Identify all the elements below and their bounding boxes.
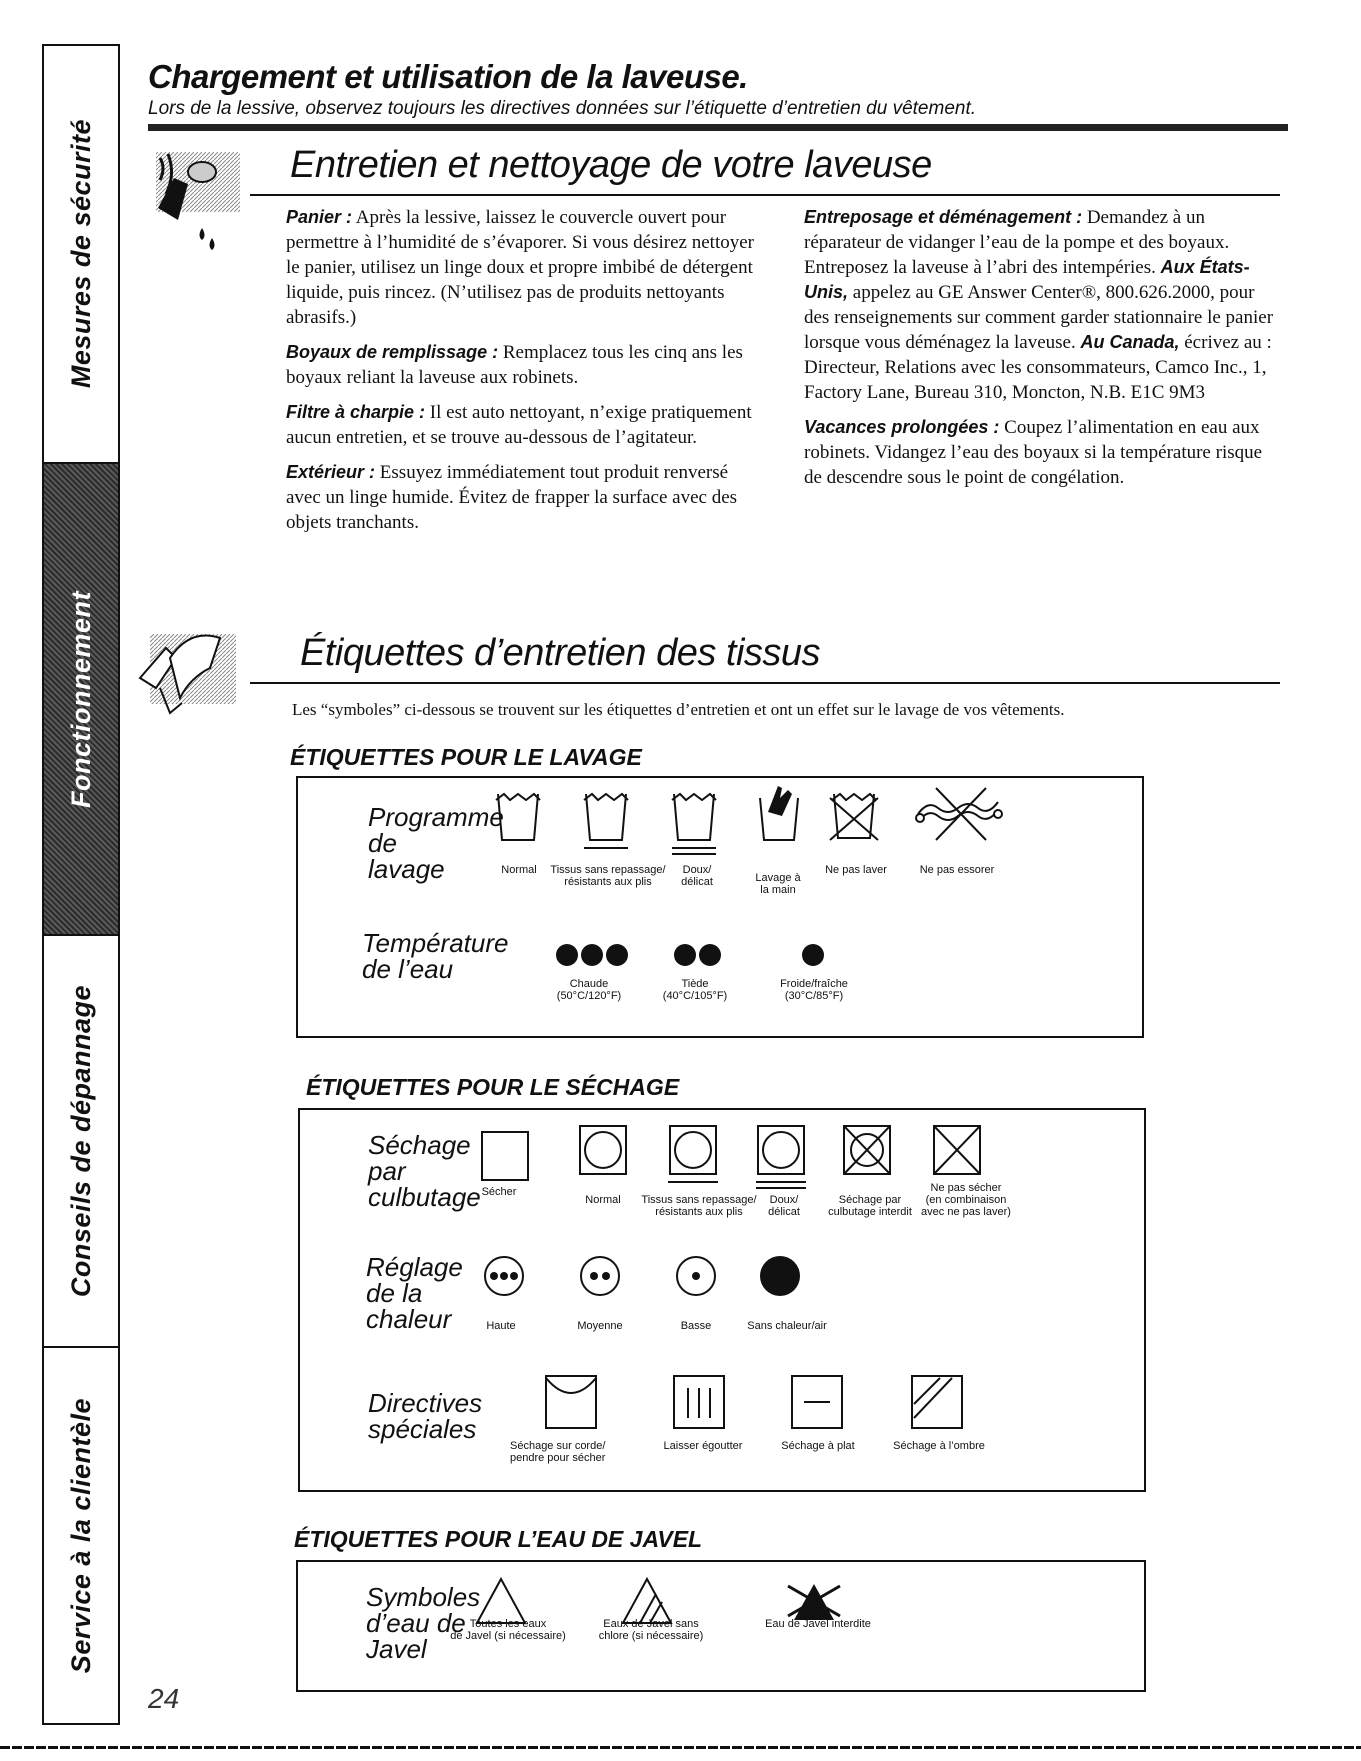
tumble-caption-forbidden: Séchage par culbutage interdit [828, 1194, 912, 1218]
temp-caption-cold: Froide/fraîche (30°C/85°F) [780, 978, 848, 1002]
lint-filter-text: Il est auto nettoyant, n’exige pratiquement aucun entretien, et se trouve au-dessous de l’agitateur. [286, 402, 752, 448]
storage-text: Demandez à un réparateur de vidanger l’eau de la pompe et des boyaux. Entreposez la laveuse à l’abri des intempéries. [804, 207, 1230, 278]
special-caption-drip-dry: Laisser égoutter [663, 1440, 743, 1452]
bleach-caption-non-chlorine: Eaux de Javel sans chlore (si nécessaire) [598, 1618, 704, 1642]
bleach-caption-any: Toutes les eaux de Javel (si nécessaire) [450, 1618, 566, 1642]
labels-intro: Les “symboles” ci-dessous se trouvent sur les étiquettes d’entretien et ont un effet sur le lavage de vos vêtements. [292, 700, 1065, 719]
tumble-caption-permanent-press: Tissus sans repassage/ résistants aux plis [641, 1194, 757, 1218]
heat-high-icon [482, 1254, 526, 1298]
tumble-caption-dry: Sécher [481, 1186, 517, 1198]
dry-delicate-icon [756, 1124, 806, 1192]
heat-caption-low: Basse [680, 1320, 712, 1332]
cycle-caption-do-not-wash: Ne pas laver [825, 864, 887, 876]
heat-setting-label: Réglage de la chaleur [366, 1252, 463, 1334]
care-section-title: Entretien et nettoyage de votre laveuse [290, 144, 932, 186]
us-text: appelez au GE Answer Center®, 800.626.2000, pour des renseignements sur comment garder stationnaire le panier lorsque vous déménagez la laveuse. [804, 282, 1274, 353]
temp-warm-dots [674, 944, 724, 971]
header-rule [148, 124, 1288, 131]
no-heat-icon [758, 1254, 802, 1298]
tab-troubleshooting[interactable] [44, 936, 118, 1348]
tab-safety[interactable] [44, 46, 118, 464]
tab-safety-label: Mesures de sécurité [65, 119, 96, 389]
labels-section-title: Étiquettes d’entretien des tissus [300, 632, 821, 674]
do-not-dry-icon [932, 1124, 982, 1176]
bleach-heading: ÉTIQUETTES POUR L’EAU DE JAVEL [294, 1526, 703, 1552]
drying-heading: ÉTIQUETTES POUR LE SÉCHAGE [306, 1074, 680, 1100]
lint-filter-paragraph [286, 400, 766, 450]
hoses-label: Boyaux de remplissage : [286, 342, 499, 362]
dry-normal-icon [578, 1124, 628, 1176]
tumble-caption-delicate: Doux/ délicat [768, 1194, 800, 1218]
do-not-wring-icon [914, 786, 1004, 842]
bleach-caption-forbidden: Eau de Javel interdite [765, 1618, 871, 1630]
page-number: 24 [148, 1683, 180, 1714]
special-caption-dry-flat: Séchage à plat [781, 1440, 855, 1452]
storage-label: Entreposage et déménagement : [804, 207, 1083, 227]
wash-permanent-press-icon [582, 792, 630, 858]
tab-customer-service[interactable] [44, 1348, 118, 1723]
storage-paragraph [804, 205, 1284, 405]
drying-box [298, 1108, 1146, 1492]
canada-text: écrivez au : Directeur, Relations avec les consommateurs, Camco Inc., 1, Factory Lane, Bureau 310, Moncton, N.B. E1C 9M3 [804, 332, 1272, 403]
basket-label: Panier : [286, 207, 353, 227]
canada-label: Au Canada, [1080, 332, 1180, 352]
wash-delicate-icon [670, 792, 718, 858]
heat-caption-none: Sans chaleur/air [747, 1320, 827, 1332]
page-subtitle: Lors de la lessive, observez toujours les directives données sur l’étiquette d’entretien du vêtement. [148, 98, 977, 119]
cycle-caption-hand-wash: Lavage à la main [755, 872, 801, 896]
bleach-box [296, 1560, 1146, 1692]
do-not-wash-icon [828, 792, 880, 844]
water-temp-label: Température de l’eau [362, 928, 509, 984]
dot [802, 944, 824, 966]
special-instructions-label: Directives spéciales [368, 1388, 483, 1444]
tab-operation[interactable] [44, 464, 118, 936]
drip-dry-icon [672, 1374, 726, 1430]
cycle-caption-do-not-wring: Ne pas essorer [919, 864, 995, 876]
clothing-label-icon [130, 618, 250, 728]
washing-heading: ÉTIQUETTES POUR LE LAVAGE [290, 744, 642, 770]
lint-filter-label: Filtre à charpie : [286, 402, 426, 422]
page-title: Chargement et utilisation de la laveuse. [148, 58, 748, 95]
washer-cleaning-icon [150, 148, 246, 264]
care-left-column [286, 205, 766, 535]
temp-cold-dots [802, 944, 827, 971]
tumble-caption-normal: Normal [585, 1194, 621, 1206]
exterior-paragraph [286, 460, 766, 535]
tab-troubleshooting-label: Conseils de dépannage [65, 984, 96, 1298]
tab-operation-label: Fonctionnement [65, 590, 96, 808]
dot [581, 944, 603, 966]
cycle-caption-normal: Normal [501, 864, 537, 876]
temp-caption-warm: Tiède (40°C/105°F) [662, 978, 728, 1002]
labels-section-rule [250, 682, 1280, 684]
cycle-caption-permanent-press: Tissus sans repassage/ résistants aux plis [550, 864, 666, 888]
dry-permanent-press-icon [668, 1124, 718, 1186]
tumble-dry-label: Séchage par culbutage [368, 1130, 481, 1212]
line-dry-icon [544, 1374, 598, 1430]
dot [606, 944, 628, 966]
care-section-rule [250, 194, 1280, 196]
washing-box [296, 776, 1144, 1038]
exterior-text: Essuyez immédiatement tout produit renversé avec un linge humide. Évitez de frapper la surface avec des objets tranchants. [286, 462, 738, 533]
care-right-column [804, 205, 1284, 490]
basket-text: Après la lessive, laissez le couvercle ouvert pour permettre à l’humidité de s’évaporer. Si vous désirez nettoyer le panier, utilisez un linge doux et propre imbibé de détergent liquide, puis rincez. (N’utilisez pas de produits nettoyants abrasifs.) [286, 207, 754, 328]
bottom-rule [0, 1746, 1361, 1749]
vacation-text: Coupez l’alimentation en eau aux robinets. Vidangez l’eau des boyaux si la température risque de descendre sous le point de congélation. [804, 417, 1263, 488]
temp-caption-hot: Chaude (50°C/120°F) [556, 978, 622, 1002]
dot [699, 944, 721, 966]
hand-wash-icon [754, 784, 804, 844]
temp-hot-dots [556, 944, 631, 971]
tumble-caption-do-not-dry: Ne pas sécher (en combinaison avec ne pas laver) [921, 1182, 1011, 1218]
vacation-label: Vacances prolongées : [804, 417, 1000, 437]
hoses-paragraph [286, 340, 766, 390]
dot [556, 944, 578, 966]
heat-medium-icon [578, 1254, 622, 1298]
tab-customer-service-label: Service à la clientèle [65, 1397, 96, 1674]
exterior-label: Extérieur : [286, 462, 376, 482]
us-label: Aux États-Unis, [804, 257, 1250, 302]
vacation-paragraph [804, 415, 1284, 490]
special-caption-shade: Séchage à l’ombre [893, 1440, 985, 1452]
wash-cycle-label: Programme de lavage [368, 802, 504, 884]
dry-flat-icon [790, 1374, 844, 1430]
basket-paragraph [286, 205, 766, 330]
heat-caption-medium: Moyenne [577, 1320, 623, 1332]
side-navigation [42, 44, 120, 1725]
dry-in-shade-icon [910, 1374, 964, 1430]
heat-low-icon [674, 1254, 718, 1298]
heat-caption-high: Haute [486, 1320, 516, 1332]
tumble-dry-icon [480, 1130, 530, 1182]
special-caption-line-dry: Séchage sur corde/ pendre pour sécher [510, 1440, 606, 1464]
do-not-tumble-dry-icon [842, 1124, 892, 1176]
bleach-symbols-label: Symboles d’eau de Javel [366, 1582, 481, 1664]
cycle-caption-delicate: Doux/ délicat [681, 864, 713, 888]
hoses-text: Remplacez tous les cinq ans les boyaux reliant la laveuse aux robinets. [286, 342, 743, 388]
wash-normal-icon [494, 792, 542, 844]
dot [674, 944, 696, 966]
